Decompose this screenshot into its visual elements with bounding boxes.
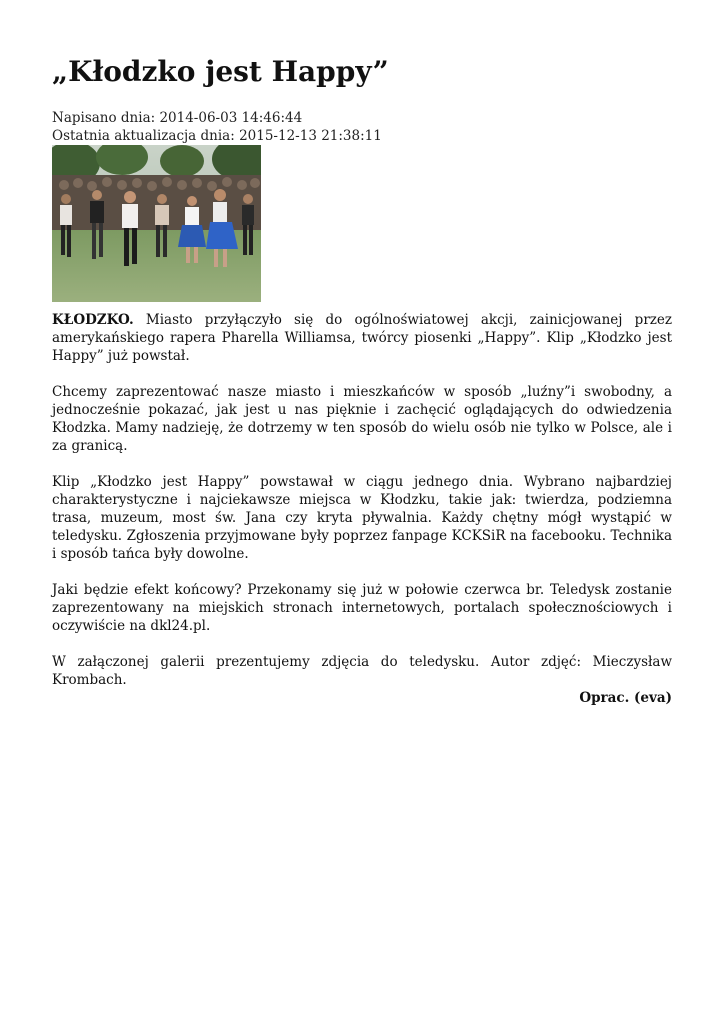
- paragraph-1-text: Miasto przyłączyło się do ogólnoświatowej akcji, zainicjowanej przez amerykańskiego rapera Pharella Williamsa, twórcy piosenki „Happy”. Klip „Kłodzko jest Happy” już powstał.: [52, 312, 672, 364]
- location-lead: KŁODZKO.: [52, 312, 134, 328]
- article-title: „Kłodzko jest Happy”: [52, 55, 389, 88]
- paragraph-3: Klip „Kłodzko jest Happy” powstawał w ciągu jednego dnia. Wybrano najbardziej charakterystyczne i najciekawsze miejsca w Kłodzku, takie jak: twierdza, podziemna trasa, muzeum, most św. Jana czy kryta pływalnia. Każdy chętny mógł wystąpić w teledysku. Zgłoszenia przyjmowane były poprzez fanpage KCKSiR na facebooku. Technika i sposób tańca były dowolne.: [52, 474, 672, 562]
- published-date: Napisano dnia: 2014-06-03 14:46:44: [52, 110, 303, 126]
- paragraph-5: W załączonej galerii prezentujemy zdjęcia do teledysku. Autor zdjęć: Mieczysław Krombach.: [52, 654, 672, 688]
- article-body: [52, 311, 672, 725]
- author-signature: Oprac. (eva): [579, 690, 672, 706]
- updated-date: Ostatnia aktualizacja dnia: 2015-12-13 21:38:11: [52, 128, 382, 144]
- article-photo: [52, 145, 261, 302]
- paragraph-4: Jaki będzie efekt końcowy? Przekonamy się już w połowie czerwca br. Teledysk zostanie zaprezentowany na miejskich stronach internetowych, portalach społecznościowych i oczywiście na dkl24.pl.: [52, 582, 672, 634]
- photo-group-dancing-icon: [52, 145, 261, 302]
- paragraph-2: Chcemy zaprezentować nasze miasto i mieszkańców w sposób „luźny”i swobodny, a jednocześnie pokazać, jak jest u nas pięknie i zachęcić oglądających do odwiedzenia Kłodzka. Mamy nadzieję, że dotrzemy w ten sposób do wielu osób nie tylko w Polsce, ale i za granicą.: [52, 384, 672, 454]
- paragraph-1: [52, 311, 672, 365]
- article-meta: [52, 109, 382, 145]
